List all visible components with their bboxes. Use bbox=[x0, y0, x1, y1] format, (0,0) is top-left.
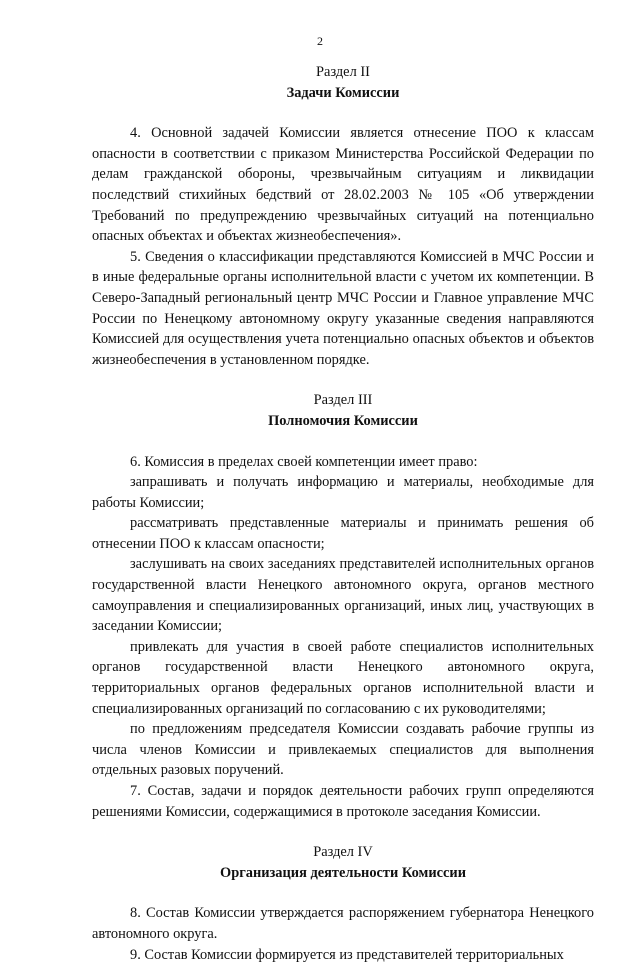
paragraph: 9. Состав Комиссии формируется из представителей территориальных bbox=[130, 946, 564, 963]
section-4 bbox=[92, 842, 594, 965]
paragraph: 7. Состав, задачи и порядок деятельности рабочих групп определяются решениями Комиссии, содержащимися в протоколе заседания Комиссии. bbox=[92, 783, 594, 820]
paragraph: запрашивать и получать информацию и материалы, необходимые для работы Комиссии; bbox=[92, 474, 594, 511]
section-number: Раздел IV bbox=[313, 844, 373, 861]
document-content bbox=[92, 62, 594, 965]
page-number: 2 bbox=[317, 34, 323, 48]
section-title: Полномочия Комиссии bbox=[268, 412, 418, 429]
section-2 bbox=[92, 62, 594, 370]
paragraph: 5. Сведения о классификации представляются Комиссией в МЧС России и в иные федеральные органы исполнительной власти с учетом их компетенции. В Северо-Западный региональный центр МЧС России и Главное управление МЧС России по Ненецкому автономному округу указанные сведения направляются Комиссией для осуществления учета потенциально опасных объектов и объектов жизнеобеспечения в установленном порядке. bbox=[92, 248, 594, 368]
section-number: Раздел II bbox=[316, 64, 370, 80]
paragraph: заслушивать на своих заседаниях представителей исполнительных органов государственной власти Ненецкого автономного округа, органов местного самоуправления и специализированных организаций, иных лиц, участвующих в заседании Комиссии; bbox=[92, 556, 594, 635]
paragraph: рассматривать представленные материалы и принимать решения об отнесении ПОО к классам опасности; bbox=[92, 515, 594, 552]
section-3 bbox=[92, 390, 594, 822]
section-title: Задачи Комиссии bbox=[286, 84, 400, 101]
paragraph: 8. Состав Комиссии утверждается распоряжением губернатора Ненецкого автономного округа. bbox=[92, 905, 594, 942]
paragraph: 6. Комиссия в пределах своей компетенции имеет право: bbox=[130, 453, 478, 470]
section-number: Раздел III bbox=[313, 392, 373, 409]
section-title: Организация деятельности Комиссии bbox=[220, 864, 466, 881]
paragraph: по предложениям председателя Комиссии создавать рабочие группы из числа членов Комиссии и привлекаемых специалистов для выполнения отдельных разовых поручений. bbox=[92, 721, 594, 779]
paragraph: 4. Основной задачей Комиссии является отнесение ПОО к классам опасности в соответствии с приказом Министерства Российской Федерации по делам гражданской обороны, чрезвычайным ситуациям и ликвидации последствий стихийных бедствий от 28.02.2003 № 105 «Об утверждении Требований по предупреждению чрезвычайных ситуаций на потенциально опасных объектах и объектах жизнеобеспечения». bbox=[92, 125, 594, 245]
paragraph: привлекать для участия в своей работе специалистов исполнительных органов государственной власти Ненецкого автономного округа, территориальных органов федеральных органов исполнительной власти и специализированных организаций по согласованию с их руководителями; bbox=[92, 638, 594, 717]
